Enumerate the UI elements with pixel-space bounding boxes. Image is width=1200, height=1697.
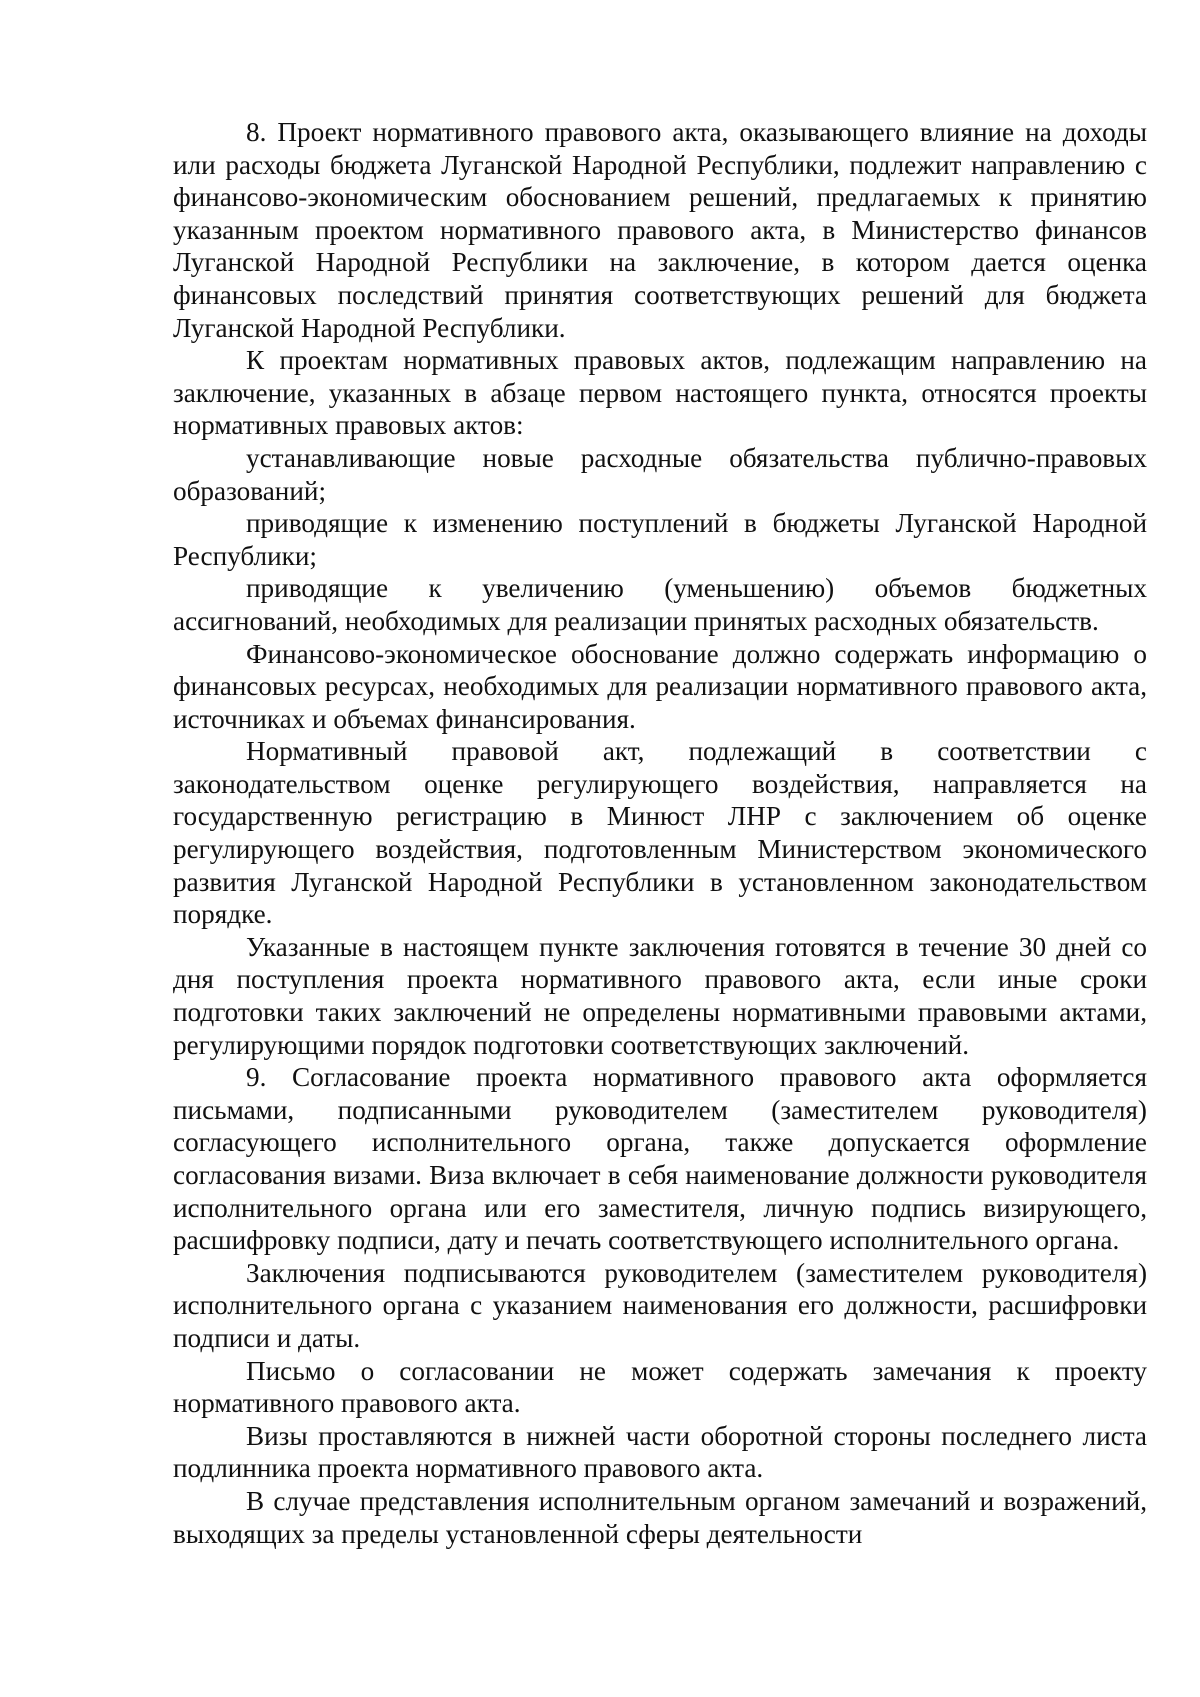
paragraph: К проектам нормативных правовых актов, подлежащим направлению на заключение, указанных в абзаце первом настоящего пункта, относятся проекты нормативных правовых актов:: [173, 345, 1147, 441]
paragraph: В случае представления исполнительным органом замечаний и возражений, выходящих за пределы установленной сферы деятельности: [173, 1485, 1147, 1549]
paragraph: устанавливающие новые расходные обязательства публично-правовых образований;: [173, 442, 1147, 506]
paragraph: 9. Согласование проекта нормативного правового акта оформляется письмами, подписанными руководителем (заместителем руководителя) согласующего исполнительного органа, также допускается оформление согласования визами. Виза включает в себя наименование должности руководителя исполнительного органа или его заместителя, личную подпись визирующего, расшифровку подписи, дату и печать соответствующего исполнительного органа.: [173, 1062, 1147, 1256]
paragraph: Визы проставляются в нижней части оборотной стороны последнего листа подлинника проекта нормативного правового акта.: [173, 1420, 1147, 1484]
paragraph: Заключения подписываются руководителем (заместителем руководителя) исполнительного органа с указанием наименования его должности, расшифровки подписи и даты.: [173, 1257, 1147, 1353]
paragraph: Финансово-экономическое обоснование должно содержать информацию о финансовых ресурсах, необходимых для реализации нормативного правового акта, источниках и объемах финансирования.: [173, 638, 1147, 734]
paragraph: Письмо о согласовании не может содержать замечания к проекту нормативного правового акта.: [173, 1355, 1147, 1419]
document-body: [173, 116, 1147, 1550]
paragraph: Указанные в настоящем пункте заключения готовятся в течение 30 дней со дня поступления проекта нормативного правового акта, если иные сроки подготовки таких заключений не определены нормативными правовыми актами, регулирующими порядок подготовки соответствующих заключений.: [173, 931, 1147, 1060]
paragraph: Нормативный правовой акт, подлежащий в соответствии с законодательством оценке регулирующего воздействия, направляется на государственную регистрацию в Минюст ЛНР с заключением об оценке регулирующего воздействия, подготовленным Министерством экономического развития Луганской Народной Республики в установленном законодательством порядке.: [173, 736, 1147, 930]
paragraph: приводящие к изменению поступлений в бюджеты Луганской Народной Республики;: [173, 508, 1147, 571]
paragraph: 8. Проект нормативного правового акта, оказывающего влияние на доходы или расходы бюджета Луганской Народной Республики, подлежит направлению с финансово-экономическим обоснованием решений, предлагаемых к принятию указанным проектом нормативного правового акта, в Министерство финансов Луганской Народной Республики на заключение, в котором дается оценка финансовых последствий принятия соответствующих решений для бюджета Луганской Народной Республики.: [173, 117, 1147, 343]
paragraph: приводящие к увеличению (уменьшению) объемов бюджетных ассигнований, необходимых для реализации принятых расходных обязательств.: [173, 573, 1147, 636]
